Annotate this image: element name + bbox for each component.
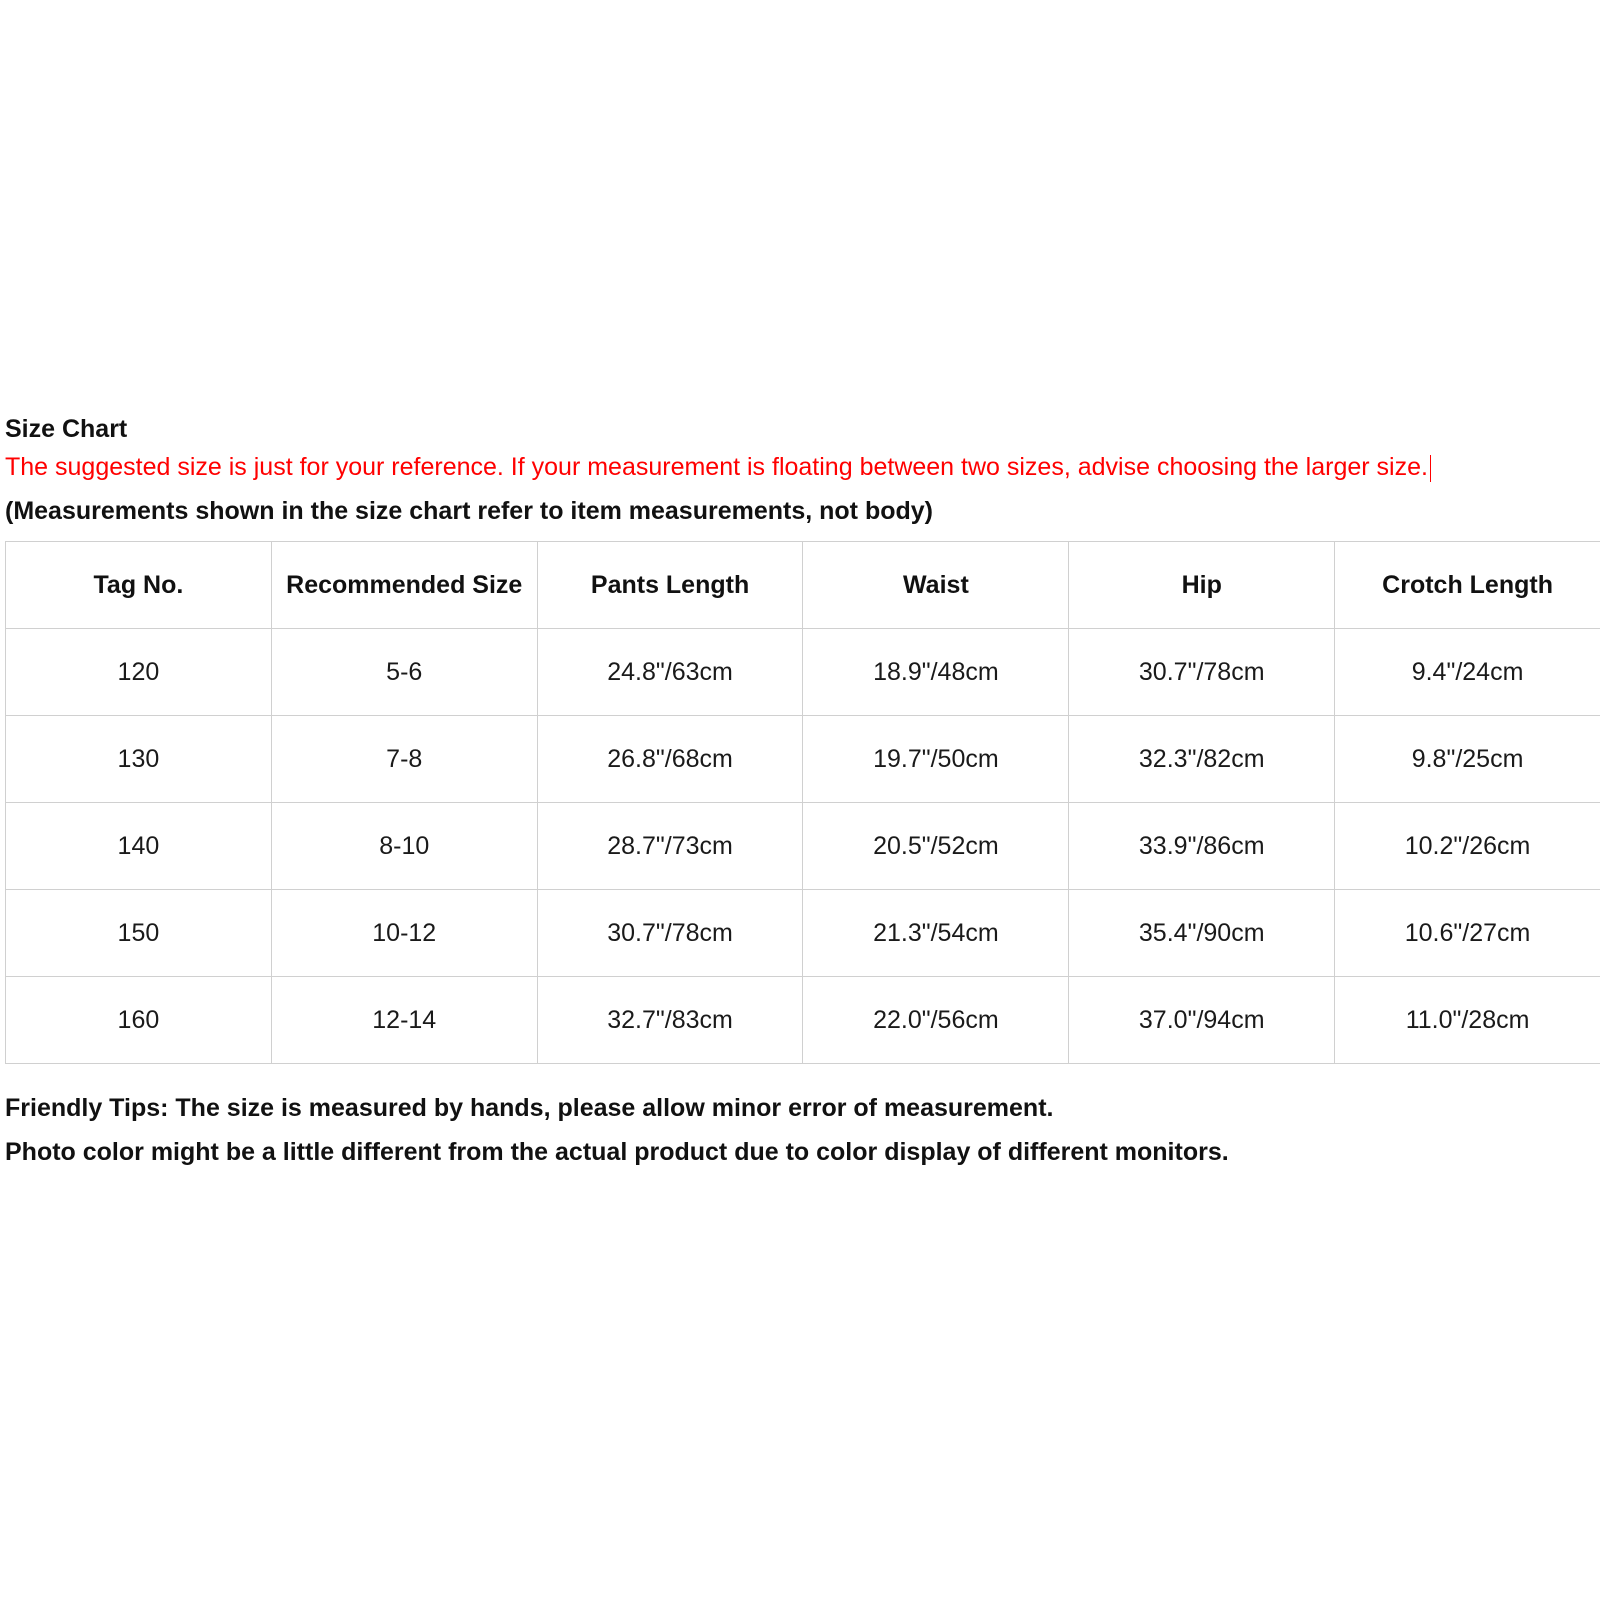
cell-waist: 20.5"/52cm <box>803 803 1069 890</box>
table-row <box>6 629 1600 716</box>
cell-recommended-size: 7-8 <box>271 716 537 803</box>
cell-pants-length: 32.7"/83cm <box>537 977 803 1064</box>
size-notice-text: The suggested size is just for your reference. If your measurement is floating between two sizes, advise choosing the larger size. <box>5 453 1428 481</box>
size-notice <box>5 445 1595 490</box>
cell-tag-no: 150 <box>6 890 272 977</box>
cell-crotch-length: 9.4"/24cm <box>1335 629 1600 716</box>
cell-waist: 18.9"/48cm <box>803 629 1069 716</box>
cell-crotch-length: 10.2"/26cm <box>1335 803 1600 890</box>
cell-tag-no: 120 <box>6 629 272 716</box>
header-recommended-size: Recommended Size <box>271 542 537 629</box>
cell-recommended-size: 8-10 <box>271 803 537 890</box>
cell-pants-length: 30.7"/78cm <box>537 890 803 977</box>
cell-pants-length: 26.8"/68cm <box>537 716 803 803</box>
color-disclaimer: Photo color might be a little different from the actual product due to color display of different monitors. <box>5 1138 1229 1166</box>
cell-hip: 30.7"/78cm <box>1069 629 1335 716</box>
text-cursor <box>1430 455 1431 482</box>
cell-pants-length: 24.8"/63cm <box>537 629 803 716</box>
page-title: Size Chart <box>5 415 128 443</box>
cell-recommended-size: 12-14 <box>271 977 537 1064</box>
table-row <box>6 716 1600 803</box>
cell-waist: 22.0"/56cm <box>803 977 1069 1064</box>
cell-crotch-length: 9.8"/25cm <box>1335 716 1600 803</box>
header-crotch-length: Crotch Length <box>1335 542 1600 629</box>
cell-tag-no: 140 <box>6 803 272 890</box>
cell-hip: 35.4"/90cm <box>1069 890 1335 977</box>
size-chart-section <box>5 414 1595 1174</box>
table-row <box>6 890 1600 977</box>
friendly-tip: Friendly Tips: The size is measured by hands, please allow minor error of measurement. <box>5 1094 1054 1122</box>
cell-recommended-size: 5-6 <box>271 629 537 716</box>
table-row <box>6 977 1600 1064</box>
header-pants-length: Pants Length <box>537 542 803 629</box>
table-header-row <box>6 542 1600 629</box>
header-tag-no: Tag No. <box>6 542 272 629</box>
cell-waist: 21.3"/54cm <box>803 890 1069 977</box>
cell-crotch-length: 10.6"/27cm <box>1335 890 1600 977</box>
tips-section <box>5 1086 1595 1174</box>
header-hip: Hip <box>1069 542 1335 629</box>
measurement-note: (Measurements shown in the size chart refer to item measurements, not body) <box>5 497 933 525</box>
cell-hip: 33.9"/86cm <box>1069 803 1335 890</box>
cell-hip: 37.0"/94cm <box>1069 977 1335 1064</box>
cell-pants-length: 28.7"/73cm <box>537 803 803 890</box>
cell-tag-no: 160 <box>6 977 272 1064</box>
cell-hip: 32.3"/82cm <box>1069 716 1335 803</box>
cell-crotch-length: 11.0"/28cm <box>1335 977 1600 1064</box>
header-waist: Waist <box>803 542 1069 629</box>
size-table <box>5 541 1600 1064</box>
table-row <box>6 803 1600 890</box>
cell-tag-no: 130 <box>6 716 272 803</box>
cell-waist: 19.7"/50cm <box>803 716 1069 803</box>
cell-recommended-size: 10-12 <box>271 890 537 977</box>
